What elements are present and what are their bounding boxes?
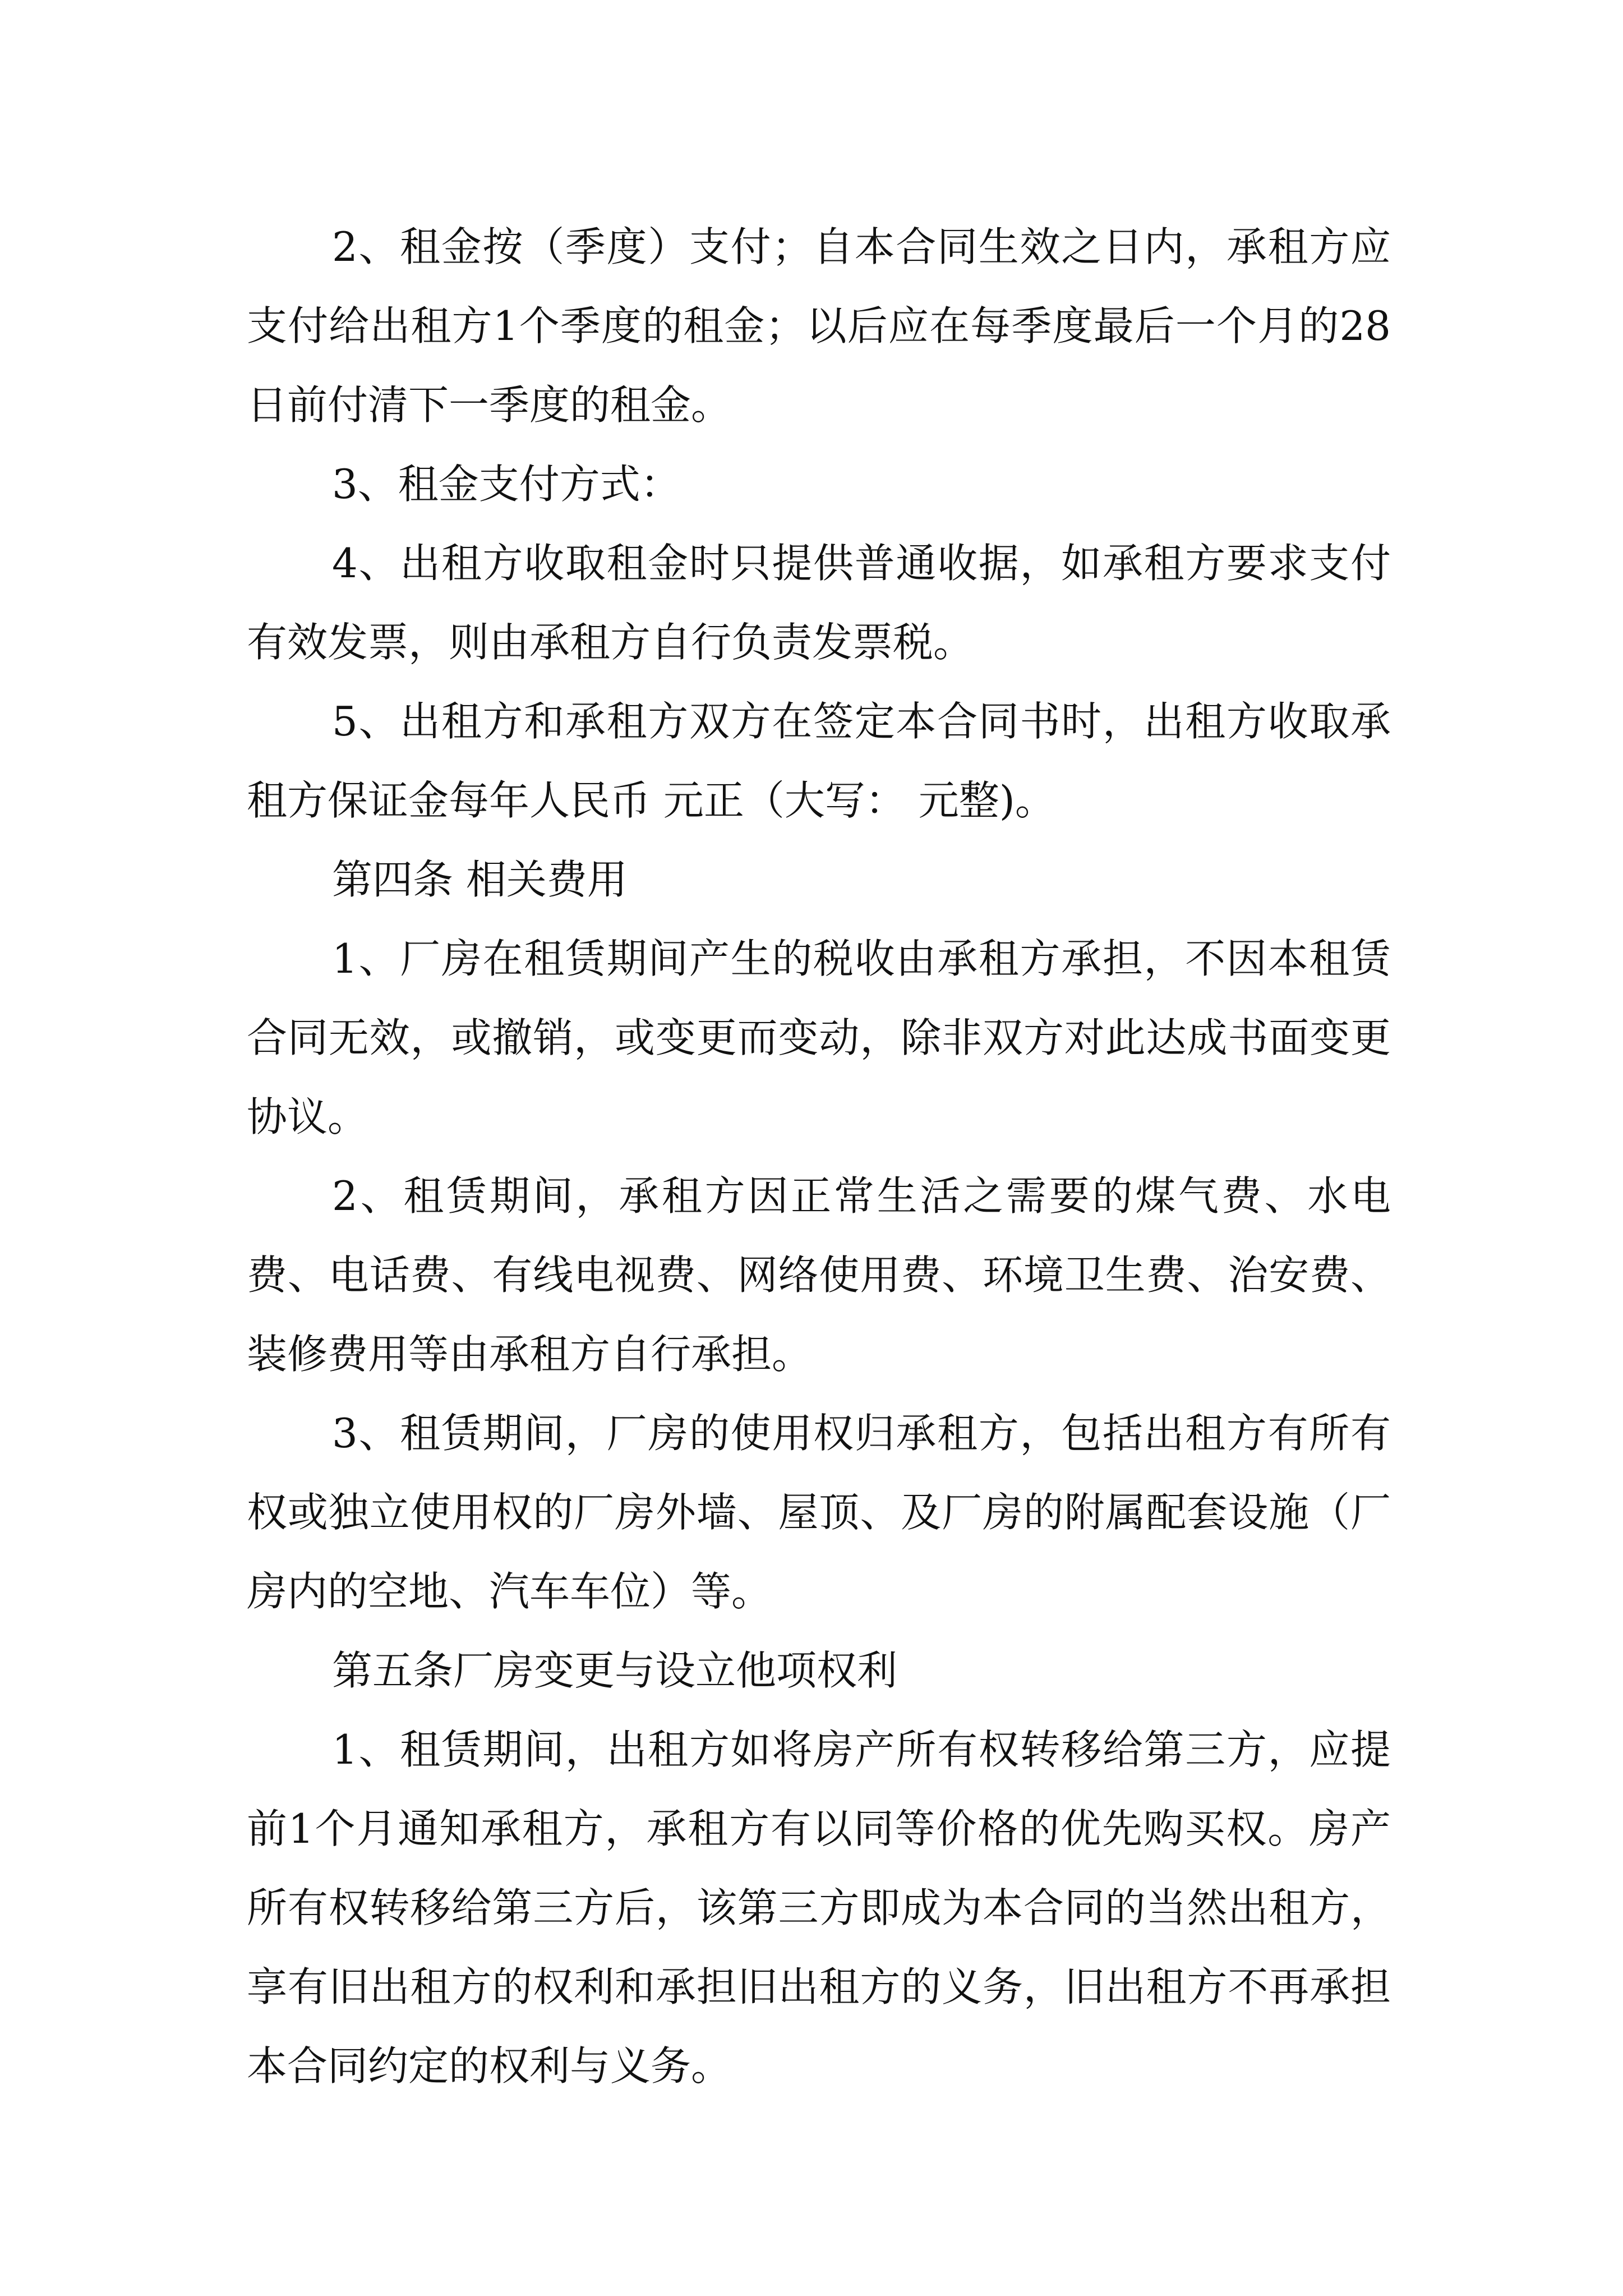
clause-receipt-invoice: 4、出租方收取租金时只提供普通收据，如承租方要求支付有效发票，则由承租方自行负责发票税。: [247, 540, 1391, 666]
section-heading-article-4: 第四条 相关费用: [332, 856, 628, 903]
clause-utility-fees: 2、租赁期间，承租方因正常生活之需要的煤气费、水电费、电话费、有线电视费、网络使用费、环境卫生费、治安费、装修费用等由承租方自行承担。: [247, 1172, 1391, 1378]
clause-taxes: 1、厂房在租赁期间产生的税收由承租方承担，不因本租赁合同无效，或撤销，或变更而变动，除非双方对此达成书面变更协议。: [247, 935, 1391, 1140]
clause-rent-payment-method: 3、租金支付方式：: [332, 461, 681, 508]
document-body: [247, 208, 1391, 2106]
clause-security-deposit: 5、出租方和承租方双方在签定本合同书时，出租方收取承租方保证金每年人民币 元正（大写： 元整)。: [247, 698, 1391, 824]
clause-usage-rights: 3、租赁期间，厂房的使用权归承租方，包括出租方有所有权或独立使用权的厂房外墙、屋顶、及厂房的附属配套设施（厂房内的空地、汽车车位）等。: [247, 1410, 1391, 1615]
section-heading-article-5: 第五条厂房变更与设立他项权利: [332, 1647, 898, 1694]
clause-ownership-transfer: 1、租赁期间，出租方如将房产所有权转移给第三方，应提前1个月通知承租方，承租方有以同等价格的优先购买权。房产所有权转移给第三方后，该第三方即成为本合同的当然出租方，享有旧出租方的权利和承担旧出租方的义务，旧出租方不再承担本合同约定的权利与义务。: [247, 1726, 1391, 2090]
clause-rent-payment-schedule: 2、租金按（季度）支付；自本合同生效之日内，承租方应支付给出租方1个季度的租金；以后应在每季度最后一个月的28日前付清下一季度的租金。: [247, 223, 1391, 429]
